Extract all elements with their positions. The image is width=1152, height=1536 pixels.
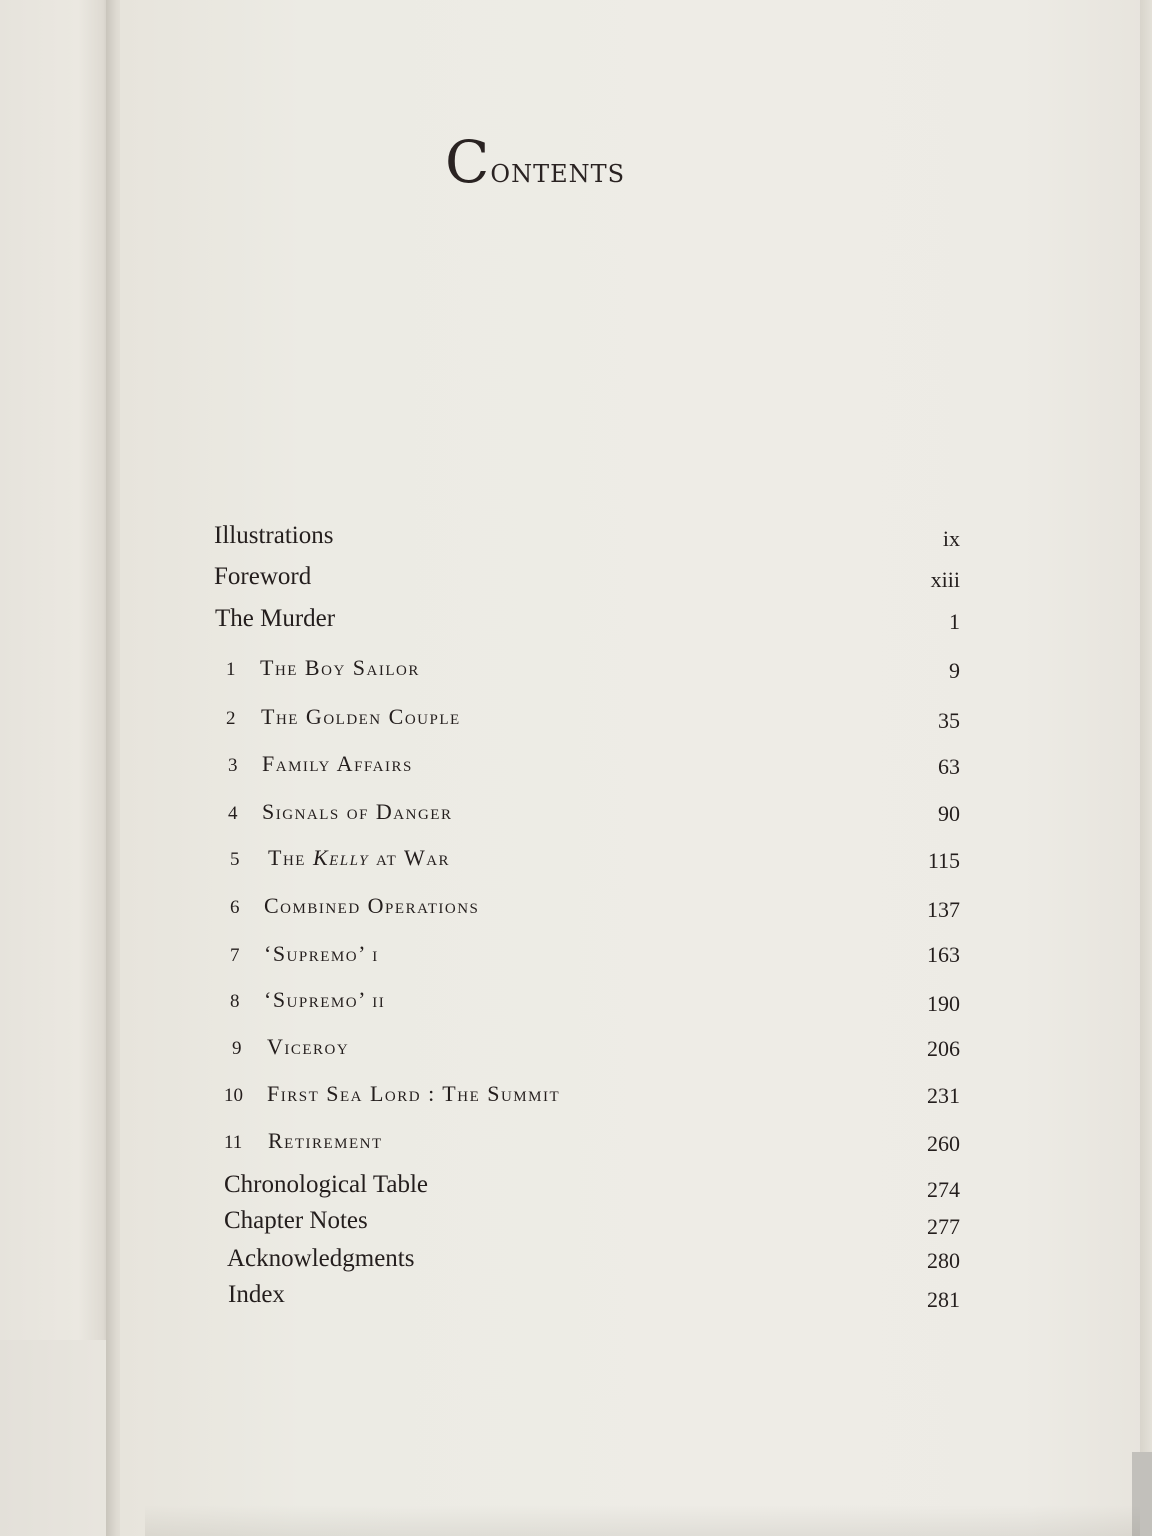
chapter-number: 7 [230,945,240,966]
toc-page-illustrations: ix [942,526,960,551]
chapter-title: First Sea Lord : The Summit [267,1081,561,1106]
toc-page-chapter-1: 9 [949,658,960,683]
toc-page-chapter-notes: 277 [927,1214,960,1239]
chapter-number: 1 [226,659,236,680]
page-title [445,128,745,196]
chapter-title: Signals of Danger [262,799,453,824]
page-title-rest: ontents [490,151,626,191]
toc-page-chapter-3: 63 [938,754,960,779]
toc-page-the-murder: 1 [949,609,960,634]
chapter-title: ‘Supremo’ ii [264,987,386,1012]
chapter-title-part: The [268,845,306,870]
chapter-number: 3 [228,755,238,776]
toc-page-index: 281 [927,1287,960,1312]
toc-page-chapter-6: 137 [927,897,960,922]
chapter-title: Retirement [268,1128,383,1153]
chapter-number: 5 [230,849,240,870]
chapter-number: 8 [230,991,240,1012]
toc-chapter-9 [232,1034,349,1060]
toc-chapter-3 [228,751,413,777]
toc-entry-index: Index [228,1281,285,1308]
toc-page-acknowledgments: 280 [927,1248,960,1273]
chapter-title-italic: Kelly [312,845,370,870]
toc-page-chapter-5: 115 [927,848,960,873]
toc-chapter-5 [230,845,450,871]
toc-entry-the-murder: The Murder [215,605,336,632]
chapter-title: Viceroy [267,1034,350,1059]
page-title-initial: C [445,128,491,196]
chapter-title: ‘Supremo’ i [264,941,379,966]
toc-page-chapter-4: 90 [938,801,960,826]
chapter-number: 9 [232,1038,242,1059]
toc-page-chapter-7: 163 [927,942,960,967]
toc-page-chronological-table: 274 [927,1177,960,1202]
toc-chapter-11 [224,1128,383,1154]
page-right-edge [1140,0,1152,1452]
toc-page-chapter-10: 231 [927,1083,960,1108]
toc-chapter-6 [230,893,479,919]
toc-chapter-7 [230,941,379,967]
toc-entry-foreword: Foreword [214,563,312,590]
chapter-number: 10 [224,1085,243,1106]
chapter-number: 6 [230,897,240,918]
chapter-title: Family Affairs [262,751,413,776]
chapter-number: 11 [224,1132,243,1153]
toc-chapter-8 [230,987,385,1013]
toc-entry-acknowledgments: Acknowledgments [227,1245,415,1272]
chapter-title-part: at War [376,845,451,870]
chapter-title: The Boy Sailor [260,655,420,680]
toc-entry-chronological-table: Chronological Table [224,1171,428,1198]
toc-page-foreword: xiii [930,567,960,592]
toc-chapter-2 [226,704,461,730]
toc-chapter-1 [226,655,420,681]
chapter-title: Combined Operations [264,893,480,918]
chapter-title: The Golden Couple [261,704,461,729]
toc-page-chapter-9: 206 [927,1036,960,1061]
page-bottom-shadow [145,1505,1140,1536]
left-page-edge [0,0,112,1536]
toc-page-chapter-2: 35 [938,708,960,733]
toc-chapter-4 [228,799,452,825]
toc-chapter-10 [224,1081,560,1107]
toc-entry-illustrations: Illustrations [214,522,334,549]
chapter-number: 4 [228,803,238,824]
toc-page-chapter-8: 190 [927,991,960,1016]
chapter-number: 2 [226,708,236,729]
toc-page-chapter-11: 260 [927,1131,960,1156]
toc-entry-chapter-notes: Chapter Notes [224,1207,368,1234]
